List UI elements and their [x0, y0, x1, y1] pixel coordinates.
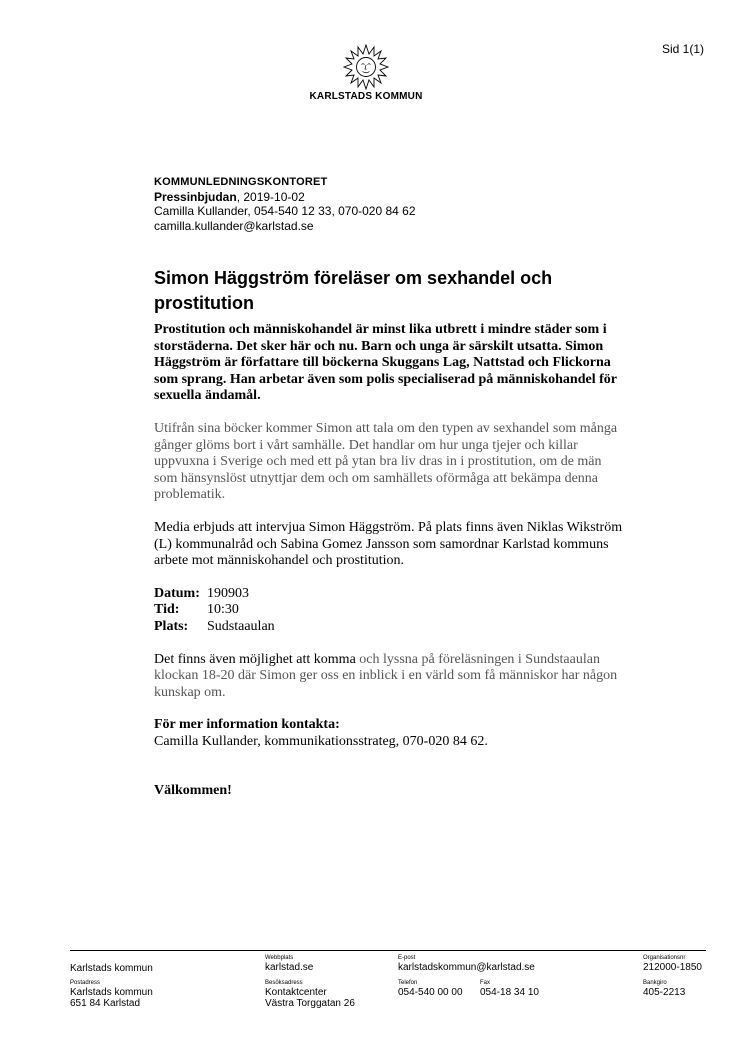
doc-type: Pressinbjudan	[154, 189, 237, 204]
footer-email	[398, 955, 535, 973]
department-name: KOMMUNLEDNINGSKONTORET	[154, 176, 328, 188]
page-number: Sid 1(1)	[661, 42, 704, 56]
footer-phone	[398, 980, 463, 998]
contact-text: Camilla Kullander, kommunikationsstrateg, 070-020 84 62.	[154, 733, 488, 749]
footer-fax-value: 054-18 34 10	[480, 987, 539, 998]
event-details	[154, 586, 624, 636]
detail-row-place	[154, 619, 624, 636]
body-paragraph-1: Utifrån sina böcker kommer Simon att tala om den typen av sexhandel som många gånger glöms bort i vårt samhälle. Det handlar om hur unga tjejer och killar uppvuxna i Sverige och med ett på ytan bra liv dras in i prostitution, om de män som hänsynslöst utnyttjar dem och om samhällets oförmåga att bekämpa denna problematik.	[154, 420, 618, 503]
footer-bankgiro-label: Bankgiro	[643, 980, 667, 986]
page-title: Simon Häggström föreläser om sexhandel och prostitution	[154, 268, 553, 313]
footer-bankgiro	[643, 980, 685, 998]
logo-name: KARLSTADS KOMMUN	[309, 91, 423, 102]
footer-orgnr-value: 212000-1850	[643, 962, 702, 973]
footer-visit-line-1: Kontaktcenter	[265, 987, 327, 998]
sun-emblem-icon	[343, 44, 389, 90]
footer-fax	[480, 980, 539, 998]
place-label: Plats:	[154, 618, 189, 634]
contact-line: Camilla Kullander, 054-540 12 33, 070-020 84 62	[154, 204, 416, 218]
place-value: Sudstaaulan	[207, 618, 275, 634]
time-value: 10:30	[207, 602, 239, 618]
doc-date: , 2019-10-02	[236, 189, 305, 204]
footer-email-label: E-post	[398, 955, 416, 961]
lead-paragraph: Prostitution och människohandel är minst lika utbrett i mindre städer som i storstäderna. Det sker här och nu. Barn och unga är särskilt utsatta. Simon Häggström är författare till böckerna Skuggans Lag, Nattstad och Flickorna som sprang. Han arbetar även som polis specialiserad på människohandel för sexuella ändamål.	[154, 322, 617, 404]
footer-post-line-2: 651 84 Karlstad	[70, 998, 141, 1009]
footer-org-name: Karlstads kommun	[70, 963, 153, 974]
doc-type-line	[154, 190, 416, 205]
footer-phone-label: Telefon	[398, 980, 418, 986]
body-paragraph-2: Media erbjuds att intervjua Simon Häggström. På plats finns även Niklas Wikström (L) kommunalråd och Sabina Gomez Jansson som samordnar Karlstad kommuns arbete mot människohandel och prostitution.	[154, 519, 623, 569]
footer-divider	[70, 950, 706, 951]
date-value: 190903	[207, 585, 249, 601]
document-body	[154, 322, 624, 800]
contact-email: camilla.kullander@karlstad.se	[154, 218, 314, 233]
detail-row-time	[154, 602, 624, 619]
body-paragraph-3-part-2: och lyssna på föreläsningen i Sundstaaulan klockan 18-20 där Simon ger oss en inblick i en värld som få människor har någon kunskap om.	[154, 651, 618, 700]
document-header	[154, 175, 416, 233]
time-label: Tid:	[154, 602, 180, 618]
footer-post	[70, 980, 153, 1009]
footer-web-value: karlstad.se	[265, 962, 314, 973]
footer-post-label: Postadress	[70, 980, 101, 986]
body-paragraph-3	[154, 652, 624, 702]
footer-orgnr	[643, 955, 702, 973]
date-label: Datum:	[154, 585, 200, 601]
footer-web-label: Webbplats	[265, 955, 294, 961]
footer-bankgiro-value: 405-2213	[643, 987, 686, 998]
contact-heading: För mer information kontakta:	[154, 717, 340, 733]
logo	[300, 44, 432, 102]
footer-email-value: karlstadskommun@karlstad.se	[398, 962, 535, 973]
detail-row-date	[154, 586, 624, 603]
footer-fax-label: Fax	[480, 980, 491, 986]
footer-phone-value: 054-540 00 00	[398, 987, 463, 998]
footer-web	[265, 955, 313, 973]
body-paragraph-3-part-1: Det finns även möjlighet att komma	[154, 651, 356, 667]
footer-visit-line-2: Västra Torggatan 26	[265, 998, 355, 1009]
footer-post-line-1: Karlstads kommun	[70, 987, 153, 998]
footer-visit	[265, 980, 355, 1009]
footer-orgnr-label: Organisationsnr	[643, 955, 686, 961]
welcome-text: Välkommen!	[154, 783, 232, 799]
footer-visit-label: Besöksadress	[265, 980, 303, 986]
